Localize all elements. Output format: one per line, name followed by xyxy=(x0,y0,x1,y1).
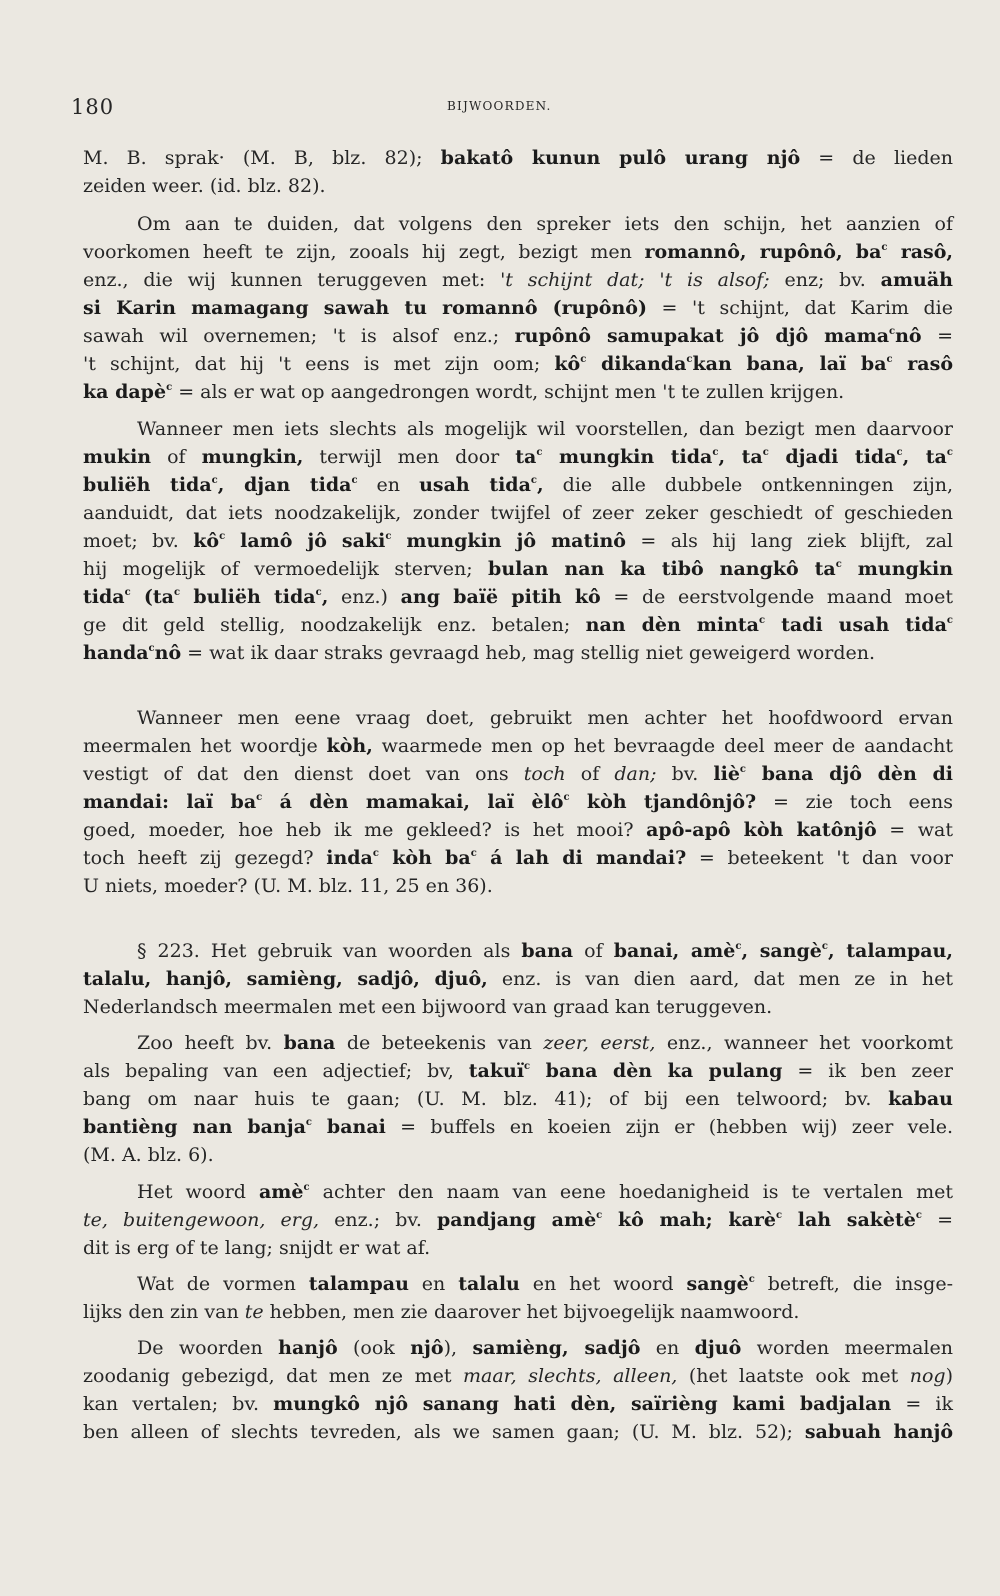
text-line: buliëh tida$^c$, djan tida$^c$ en usah tida$^c$, die alle dubbele ontkenningen zijn, xyxy=(83,474,954,496)
text-line: Wanneer men iets slechts als mogelijk wil voorstellen, dan bezigt men daarvoor xyxy=(137,418,953,440)
text-line: meermalen het woordje kòh, waarmede men op het bevraagde deel meer de aandacht xyxy=(83,735,953,757)
text-line: talalu, hanjô, samièng, sadjô, djuô, enz. is van dien aard, dat men ze in het xyxy=(83,968,953,990)
text-line: Wanneer men eene vraag doet, gebruikt men achter het hoofdwoord ervan xyxy=(137,707,953,729)
text-line: ge dit geld stellig, noodzakelijk enz. betalen; nan dèn minta$^c$ tadi usah tida$^c$ xyxy=(83,614,953,636)
text-line: kan vertalen; bv. mungkô njô sanang hati dèn, saïrièng kami badjalan = ik xyxy=(83,1393,953,1415)
text-line: Zoo heeft bv. bana de beteekenis van zeer, eerst, enz., wanneer het voorkomt xyxy=(137,1032,954,1054)
text-line: Nederlandsch meermalen met een bijwoord van graad kan teruggeven. xyxy=(83,996,773,1018)
text-line: te, buitengewoon, erg, enz.; bv. pandjang amè$^c$ kô mah; karè$^c$ lah sakètè$^c$ = xyxy=(83,1209,953,1231)
text-line: als bepaling van een adjectief; bv, takuï$^c$ bana dèn ka pulang = ik ben zeer xyxy=(83,1060,953,1082)
text-line: hij mogelijk of vermoedelijk sterven; bulan nan ka tibô nangkô $ta^c$ mungkin xyxy=(83,558,954,580)
text-line: bang om naar huis te gaan; (U. M. blz. 41); of bij een telwoord; bv. kabau xyxy=(83,1088,953,1110)
text-line: § 223. Het gebruik van woorden als bana of banai, amè$^c$, sangè$^c$, talampau, xyxy=(137,940,953,962)
text-line: aanduidt, dat iets noodzakelijk, zonder twijfel of zeer zeker geschiedt of geschieden xyxy=(83,502,953,524)
text-line: M. B. sprak· (M. B, blz. 82); bakatô kunun pulô urang njô = de lieden xyxy=(83,147,953,169)
text-line: handa$^c$nô = wat ik daar straks gevraagd heb, mag stellig niet geweigerd worden. xyxy=(83,642,876,664)
text-line: U niets, moeder? (U. M. blz. 11, 25 en 36). xyxy=(83,875,493,897)
page-number: 180 xyxy=(71,95,115,119)
text-line: mukin of mungkin, terwijl men door $ta^c$ mungkin tida$^c$, $ta^c$ djadi tida$^c$, $ta^c$ xyxy=(83,446,953,468)
text-line: 't schijnt, dat hij 't eens is met zijn oom; $kô^c$ dikanda$^c$kan bana, laï $ba^c$ rasô xyxy=(83,353,953,375)
text-line: zeiden weer. (id. blz. 82). xyxy=(83,175,326,197)
text-line: Om aan te duiden, dat volgens den spreker iets den schijn, het aanzien of xyxy=(137,213,953,235)
text-line: Wat de vormen talampau en talalu en het woord sangè$^c$ betreft, die insge- xyxy=(137,1273,953,1295)
text-line: moet; bv. $kô^c$ lamô jô saki$^c$ mungkin jô matinô = als hij lang ziek blijft, zal xyxy=(83,530,953,552)
text-line: goed, moeder, hoe heb ik me gekleed? is het mooi? apô-apô kòh katônjô = wat xyxy=(83,819,953,841)
text-line: (M. A. blz. 6). xyxy=(83,1144,214,1166)
text-line: De woorden hanjô (ook njô), samièng, sadjô en djuô worden meermalen xyxy=(137,1337,953,1359)
text-line: ben alleen of slechts tevreden, als we samen gaan; (U. M. blz. 52); sabuah hanjô xyxy=(83,1421,953,1443)
text-line: mandai: laï $ba^c$ á dèn mamakai, laï èlô$^c$ kòh tjandônjô? = zie toch eens xyxy=(83,791,954,813)
text-line: ka dapè$^c$ = als er wat op aangedrongen wordt, schijnt men 't te zullen krijgen. xyxy=(83,381,845,403)
running-title: BIJWOORDEN. xyxy=(447,99,552,113)
text-line: zoodanig gebezigd, dat men ze met maar, slechts, alleen, (het laatste ook met nog) xyxy=(83,1365,953,1387)
text-line: Het woord amè$^c$ achter den naam van eene hoedanigheid is te vertalen met xyxy=(137,1181,953,1203)
text-line: si Karin mamagang sawah tu romannô (rupônô) = 't schijnt, dat Karim die xyxy=(83,297,953,319)
text-line: dit is erg of te lang; snijdt er wat af. xyxy=(83,1237,431,1259)
text-line: sawah wil overnemen; 't is alsof enz.; rupônô samupakat jô djô mama$^c$nô = xyxy=(83,325,953,347)
text-line: voorkomen heeft te zijn, zooals hij zegt, bezigt men romannô, rupônô, $ba^c$ rasô, xyxy=(83,241,953,263)
text-line: vestigt of dat den dienst doet van ons toch of dan; bv. liè$^c$ bana djô dèn di xyxy=(83,763,954,785)
text-line: enz., die wij kunnen teruggeven met: 't schijnt dat; 't is alsof; enz; bv. amuäh xyxy=(83,269,953,291)
text-line: toch heeft zij gezegd? inda$^c$ kòh $ba^c$ á lah di mandai? = beteekent 't dan voor xyxy=(83,847,953,869)
text-line: bantièng nan banja$^c$ banai = buffels en koeien zijn er (hebben wij) zeer vele. xyxy=(83,1116,953,1138)
text-line: tida$^c$ ($ta^c$ buliëh tida$^c$, enz.) ang baïë pitih kô = de eerstvolgende maand moet xyxy=(83,586,953,608)
text-line: lijks den zin van te hebben, men zie daarover het bijvoegelijk naamwoord. xyxy=(83,1301,800,1323)
